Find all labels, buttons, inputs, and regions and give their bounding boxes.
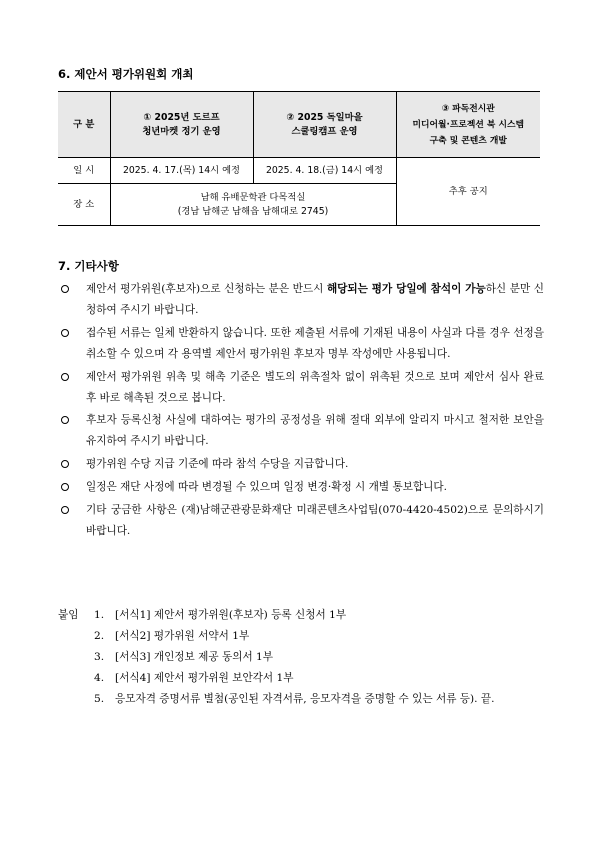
evaluation-schedule-table (58, 91, 540, 226)
list-item: 평가위원 수당 지급 기준에 따라 참석 수당을 지급합니다. (58, 454, 544, 475)
notes-list (58, 279, 544, 544)
date-project-2: 2025. 4. 18.(금) 14시 예정 (253, 158, 396, 184)
circle-bullet-icon (61, 285, 69, 293)
header-project-2: ② 2025 독일마을 스쿨링캠프 운영 (253, 92, 396, 158)
attachment-item: 3. [서식3] 개인정보 제공 동의서 1부 (94, 651, 274, 663)
list-item: 제안서 평가위원 위촉 및 해촉 기준은 별도의 위촉절차 없이 위촉된 것으로 보며 제안서 심사 완료 후 바로 해촉된 것으로 봅니다. (58, 367, 544, 409)
place-value: 남해 유배문학관 다목적실 (경남 남해군 남해읍 남해대로 2745) (110, 184, 396, 226)
section-6-title: 6. 제안서 평가위원회 개최 (58, 67, 194, 81)
circle-bullet-icon (61, 373, 69, 381)
row-date-label: 일 시 (58, 158, 110, 184)
attachment-item: 1. [서식1] 제안서 평가위원(후보자) 등록 신청서 1부 (94, 609, 347, 621)
table-header-row (58, 92, 540, 158)
circle-bullet-icon (61, 483, 69, 491)
header-project-3: ③ 파독전시관 미디어월·프로젝션 북 시스템 구축 및 콘텐츠 개발 (396, 92, 540, 158)
section-7-title: 7. 기타사항 (58, 259, 119, 273)
circle-bullet-icon (61, 506, 69, 514)
attachment-item: 2. [서식2] 평가위원 서약서 1부 (94, 630, 250, 642)
list-item: 접수된 서류는 일체 반환하지 않습니다. 또한 제출된 서류에 기재된 내용이 사실과 다를 경우 선정을 취소할 수 있으며 각 용역별 제안서 평가위원 후보자 명부 작성에만 사용됩니다. (58, 323, 544, 365)
attachments-list (94, 605, 544, 710)
circle-bullet-icon (61, 329, 69, 337)
attachments-label: 붙임 (58, 609, 79, 621)
date-project-1: 2025. 4. 17.(목) 14시 예정 (110, 158, 253, 184)
list-item: 기타 궁금한 사항은 (재)남해군관광문화재단 미래콘텐츠사업팀(070-4420-4502)으로 문의하시기 바랍니다. (58, 500, 544, 542)
attachment-item: 4. [서식4] 제안서 평가위원 보안각서 1부 (94, 672, 294, 684)
emphasis-text: 해당되는 평가 당일에 참석이 가능 (326, 283, 486, 295)
row-place-label: 장 소 (58, 184, 110, 226)
circle-bullet-icon (61, 416, 69, 424)
list-item: 후보자 등록신청 사실에 대하여는 평가의 공정성을 위해 절대 외부에 알리지 마시고 철저한 보안을 유지하여 주시기 바랍니다. (58, 410, 544, 452)
table-row-date (58, 158, 540, 184)
header-label: 구 분 (58, 92, 110, 158)
list-item: 제안서 평가위원(후보자)으로 신청하는 분은 반드시 해당되는 평가 당일에 참석이 가능하신 분만 신청하여 주시기 바랍니다. (58, 279, 544, 321)
attachment-item: 5. 응모자격 증명서류 별첨(공인된 자격서류, 응모자격을 증명할 수 있는 서류 등). 끝. (94, 693, 495, 705)
list-item: 일정은 재단 사정에 따라 변경될 수 있으며 일정 변경·확정 시 개별 통보합니다. (58, 477, 544, 498)
date-project-3: 추후 공지 (396, 158, 540, 226)
header-project-1: ① 2025년 도르프 청년마켓 정기 운영 (110, 92, 253, 158)
circle-bullet-icon (61, 460, 69, 468)
